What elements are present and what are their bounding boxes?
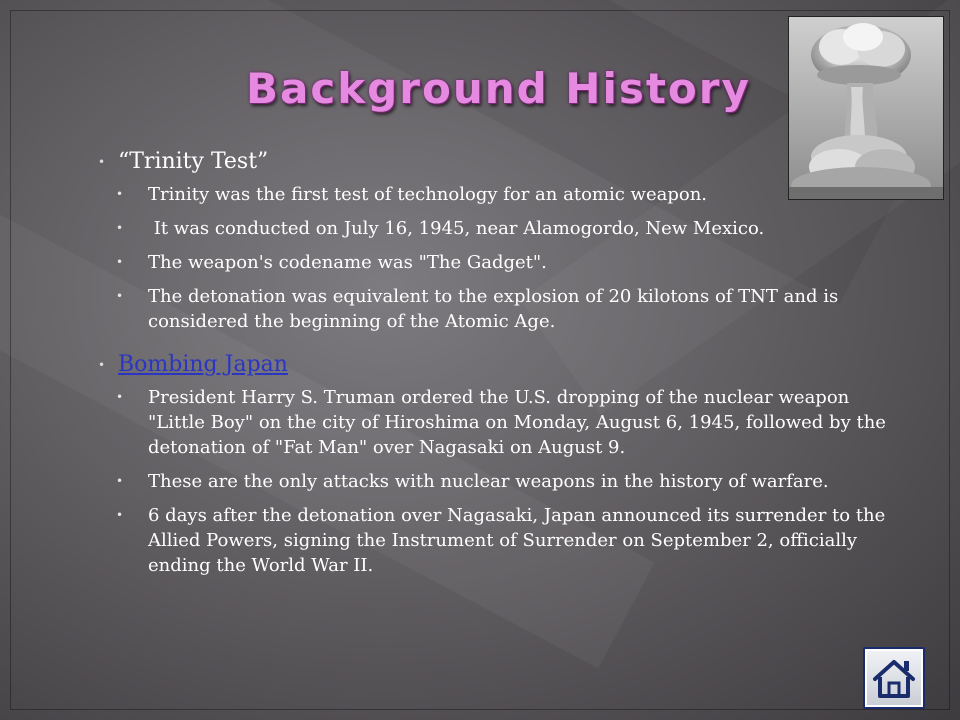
slide-content (98, 146, 908, 587)
list-item-text: President Harry S. Truman ordered the U.S. dropping of the nuclear weapon "Little Boy" on the city of Hiroshima on Monday, August 6, 1945, followed by the detonation of "Fat Man" over Nagasaki on August 9. (148, 387, 886, 458)
list-item (98, 469, 908, 494)
bombing-japan-link[interactable]: Bombing Japan (118, 352, 288, 377)
bullet-icon: • (98, 358, 106, 372)
list-item-text: It was conducted on July 16, 1945, near Alamogordo, New Mexico. (148, 218, 765, 239)
bullet-icon: • (116, 187, 124, 201)
list-item (98, 284, 908, 334)
slide-title: Background History (246, 64, 751, 113)
list-item-text: 6 days after the detonation over Nagasaki, Japan announced its surrender to the Allied Powers, signing the Instrument of Surrender on September 2, officially ending the World War II. (148, 505, 886, 576)
section-heading (98, 349, 908, 381)
bullet-icon: • (116, 255, 124, 269)
bullet-icon: • (116, 474, 124, 488)
list-item-text: The detonation was equivalent to the explosion of 20 kilotons of TNT and is considered the beginning of the Atomic Age. (148, 286, 839, 332)
home-icon (865, 649, 923, 707)
trinity-test-heading: “Trinity Test” (118, 149, 269, 174)
list-item-text: These are the only attacks with nuclear weapons in the history of warfare. (148, 471, 829, 492)
home-button[interactable] (863, 647, 925, 709)
bullet-icon: • (116, 508, 124, 522)
list-item-text: Trinity was the first test of technology for an atomic weapon. (148, 184, 708, 205)
list-item (98, 182, 908, 207)
bullet-icon: • (98, 155, 106, 169)
bullet-icon: • (116, 289, 124, 303)
bullet-icon: • (116, 221, 124, 235)
bullet-icon: • (116, 390, 124, 404)
list-item (98, 385, 908, 460)
list-item-text: The weapon's codename was "The Gadget". (148, 252, 547, 273)
list-item (98, 250, 908, 275)
section-heading (98, 146, 908, 178)
list-item (98, 503, 908, 578)
list-item (98, 216, 908, 241)
